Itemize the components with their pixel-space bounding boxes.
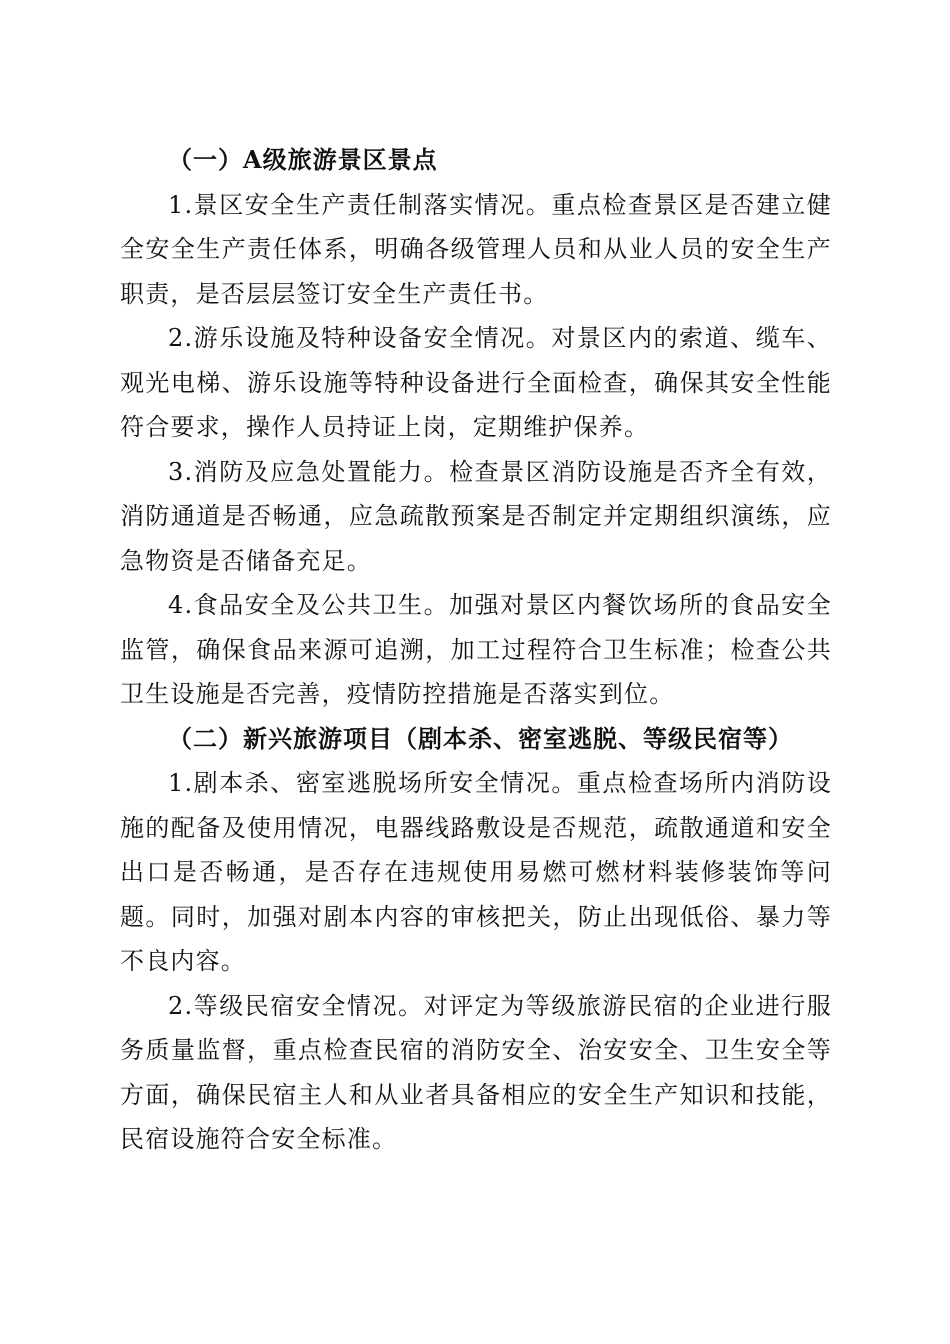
document-body <box>120 138 832 1162</box>
section-heading-2: （二）新兴旅游项目（剧本杀、密室逃脱、等级民宿等） <box>168 723 793 753</box>
paragraph-1-3: 3.消防及应急处置能力。检查景区消防设施是否齐全有效，消防通道是否畅通，应急疏散预案是否制定并定期组织演练，应急物资是否储备充足。 <box>120 457 832 575</box>
paragraph-2-1: 1.剧本杀、密室逃脱场所安全情况。重点检查场所内消防设施的配备及使用情况，电器线路敷设是否规范，疏散通道和安全出口是否畅通，是否存在违规使用易燃可燃材料装修装饰等问题。同时，加强对剧本内容的审核把关，防止出现低俗、暴力等不良内容。 <box>120 769 832 975</box>
paragraph-2-2: 2.等级民宿安全情况。对评定为等级旅游民宿的企业进行服务质量监督，重点检查民宿的消防安全、治安安全、卫生安全等方面，确保民宿主人和从业者具备相应的安全生产知识和技能，民宿设施符合安全标准。 <box>120 991 832 1153</box>
paragraph-1-2: 2.游乐设施及特种设备安全情况。对景区内的索道、缆车、观光电梯、游乐设施等特种设备进行全面检查，确保其安全性能符合要求，操作人员持证上岗，定期维护保养。 <box>120 324 832 441</box>
paragraph-1-4: 4.食品安全及公共卫生。加强对景区内餐饮场所的食品安全监管，确保食品来源可追溯，加工过程符合卫生标准；检查公共卫生设施是否完善，疫情防控措施是否落实到位。 <box>120 591 832 708</box>
section-heading-1: （一）A级旅游景区景点 <box>168 145 438 174</box>
paragraph-1-1: 1.景区安全生产责任制落实情况。重点检查景区是否建立健全安全生产责任体系，明确各级管理人员和从业人员的安全生产职责，是否层层签订安全生产责任书。 <box>120 190 832 308</box>
